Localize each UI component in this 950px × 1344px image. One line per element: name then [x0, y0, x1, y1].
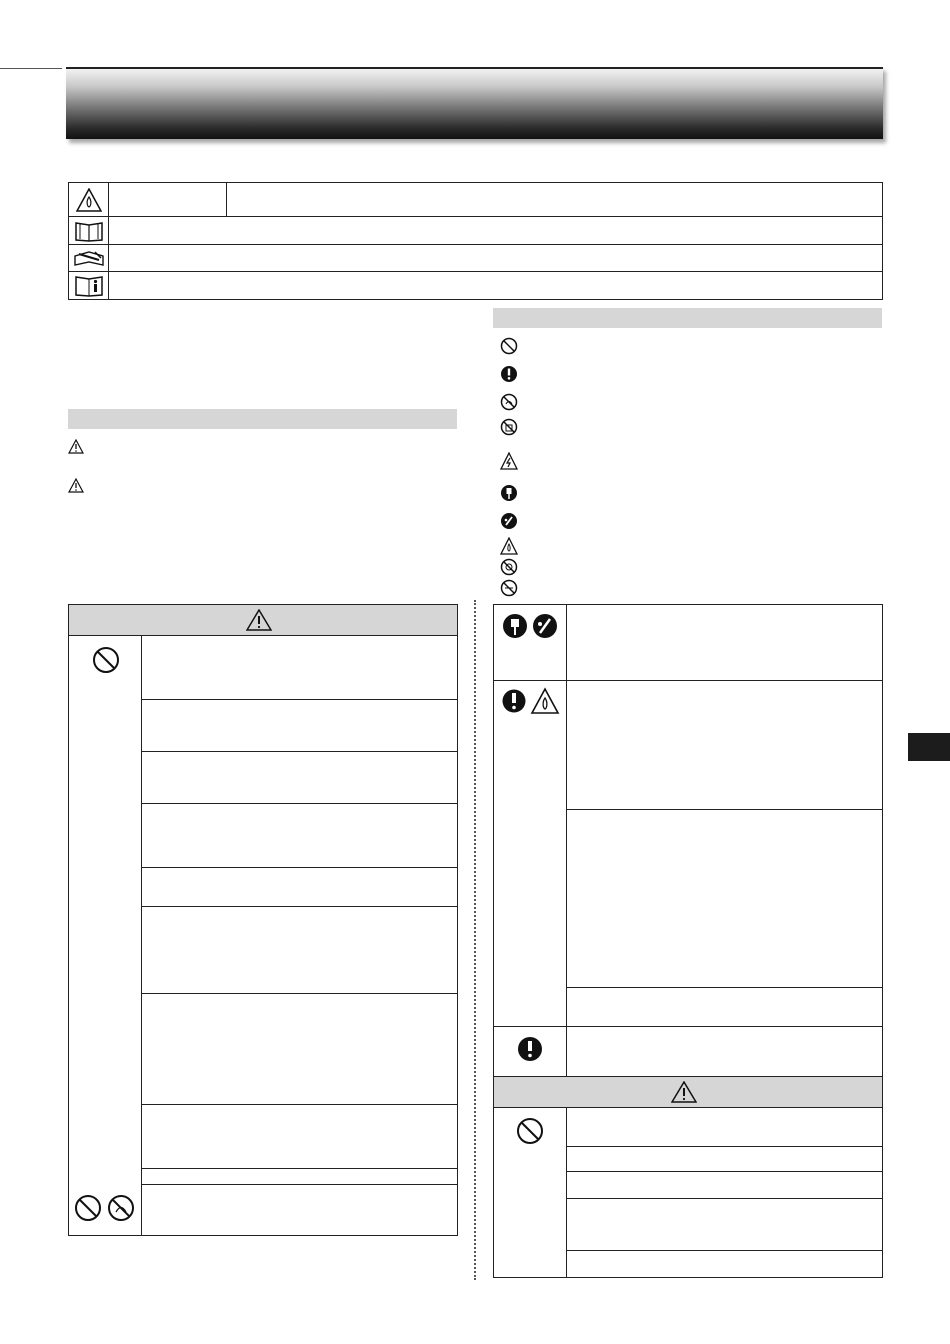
warning-table-header — [69, 605, 457, 636]
caution-triangle-icon — [671, 1081, 697, 1103]
top-rule — [0, 68, 62, 69]
warning-item — [142, 752, 457, 804]
legend-item — [500, 452, 880, 470]
electric-shock-icon — [500, 452, 518, 470]
warning-icon-column — [69, 636, 142, 1185]
warning-item — [142, 1185, 457, 1236]
row-rule — [566, 809, 882, 810]
operation-manual-icon — [69, 217, 109, 244]
warning-item — [142, 636, 457, 700]
warning-item — [142, 700, 457, 752]
safety-precautions-bar — [68, 409, 457, 429]
no-disassemble-icon — [500, 579, 518, 597]
warning-item — [142, 1169, 457, 1185]
prohibited-icon — [74, 1194, 102, 1222]
row-rule — [494, 680, 882, 681]
legend-item — [500, 337, 880, 355]
no-water-icon — [500, 393, 518, 411]
breaker-icon — [500, 512, 518, 530]
unplug-icon — [502, 613, 528, 641]
section-banner — [66, 67, 883, 139]
flammable-warning-icon — [69, 183, 109, 216]
legend-item — [500, 512, 880, 530]
row-rule — [494, 1026, 882, 1027]
warning-line — [68, 439, 457, 454]
row-rule — [566, 987, 882, 988]
prohibited-icon — [92, 646, 120, 674]
chapter-tab — [908, 733, 950, 761]
symbol-legend-bar — [493, 308, 882, 328]
row-rule — [566, 1198, 882, 1199]
breaker-icon — [532, 613, 558, 641]
legend-item — [500, 537, 880, 555]
symbol-row — [69, 217, 882, 245]
warning-item — [142, 994, 457, 1105]
legend-item — [500, 579, 880, 597]
flammable-warning-icon — [530, 687, 560, 715]
warning-icon-column — [69, 1185, 142, 1236]
column-divider — [474, 600, 476, 1280]
warning-item — [142, 868, 457, 907]
legend-item — [500, 418, 880, 436]
warning-table-continued — [493, 604, 883, 1278]
symbol-row — [69, 272, 882, 299]
warning-item — [142, 804, 457, 868]
caution-line — [68, 478, 457, 493]
legend-item — [500, 365, 880, 383]
prohibited-icon — [516, 1117, 544, 1145]
symbol-name — [109, 183, 227, 216]
warning-item — [142, 1105, 457, 1169]
mandatory-icon — [500, 365, 518, 383]
legend-item — [500, 393, 880, 411]
warning-triangle-icon — [68, 439, 84, 454]
symbol-description — [109, 245, 882, 271]
mandatory-icon — [502, 687, 526, 715]
row-rule — [566, 1146, 882, 1147]
caution-table-header — [494, 1077, 882, 1108]
mandatory-icon — [517, 1035, 543, 1063]
row-rule — [566, 1171, 882, 1172]
no-wet-hands-icon — [500, 418, 518, 436]
symbol-table — [68, 182, 883, 300]
legend-item — [500, 484, 880, 502]
symbol-description — [109, 272, 882, 299]
column-rule — [566, 605, 567, 1077]
legend-item — [500, 558, 880, 576]
flammable-icon — [500, 537, 518, 555]
caution-triangle-icon — [68, 478, 84, 493]
warning-table — [68, 604, 458, 1236]
warning-item — [142, 907, 457, 994]
symbol-row — [69, 245, 882, 272]
column-rule — [566, 1108, 567, 1277]
no-touch-icon — [500, 558, 518, 576]
warning-triangle-icon — [246, 609, 272, 631]
service-manual-icon — [69, 245, 109, 271]
symbol-description — [227, 183, 882, 216]
unplug-icon — [500, 484, 518, 502]
prohibited-icon — [500, 337, 518, 355]
no-water-icon — [107, 1194, 135, 1222]
symbol-description — [109, 217, 882, 244]
information-manual-icon — [69, 272, 109, 299]
symbol-row — [69, 183, 882, 217]
row-rule — [566, 1250, 882, 1251]
